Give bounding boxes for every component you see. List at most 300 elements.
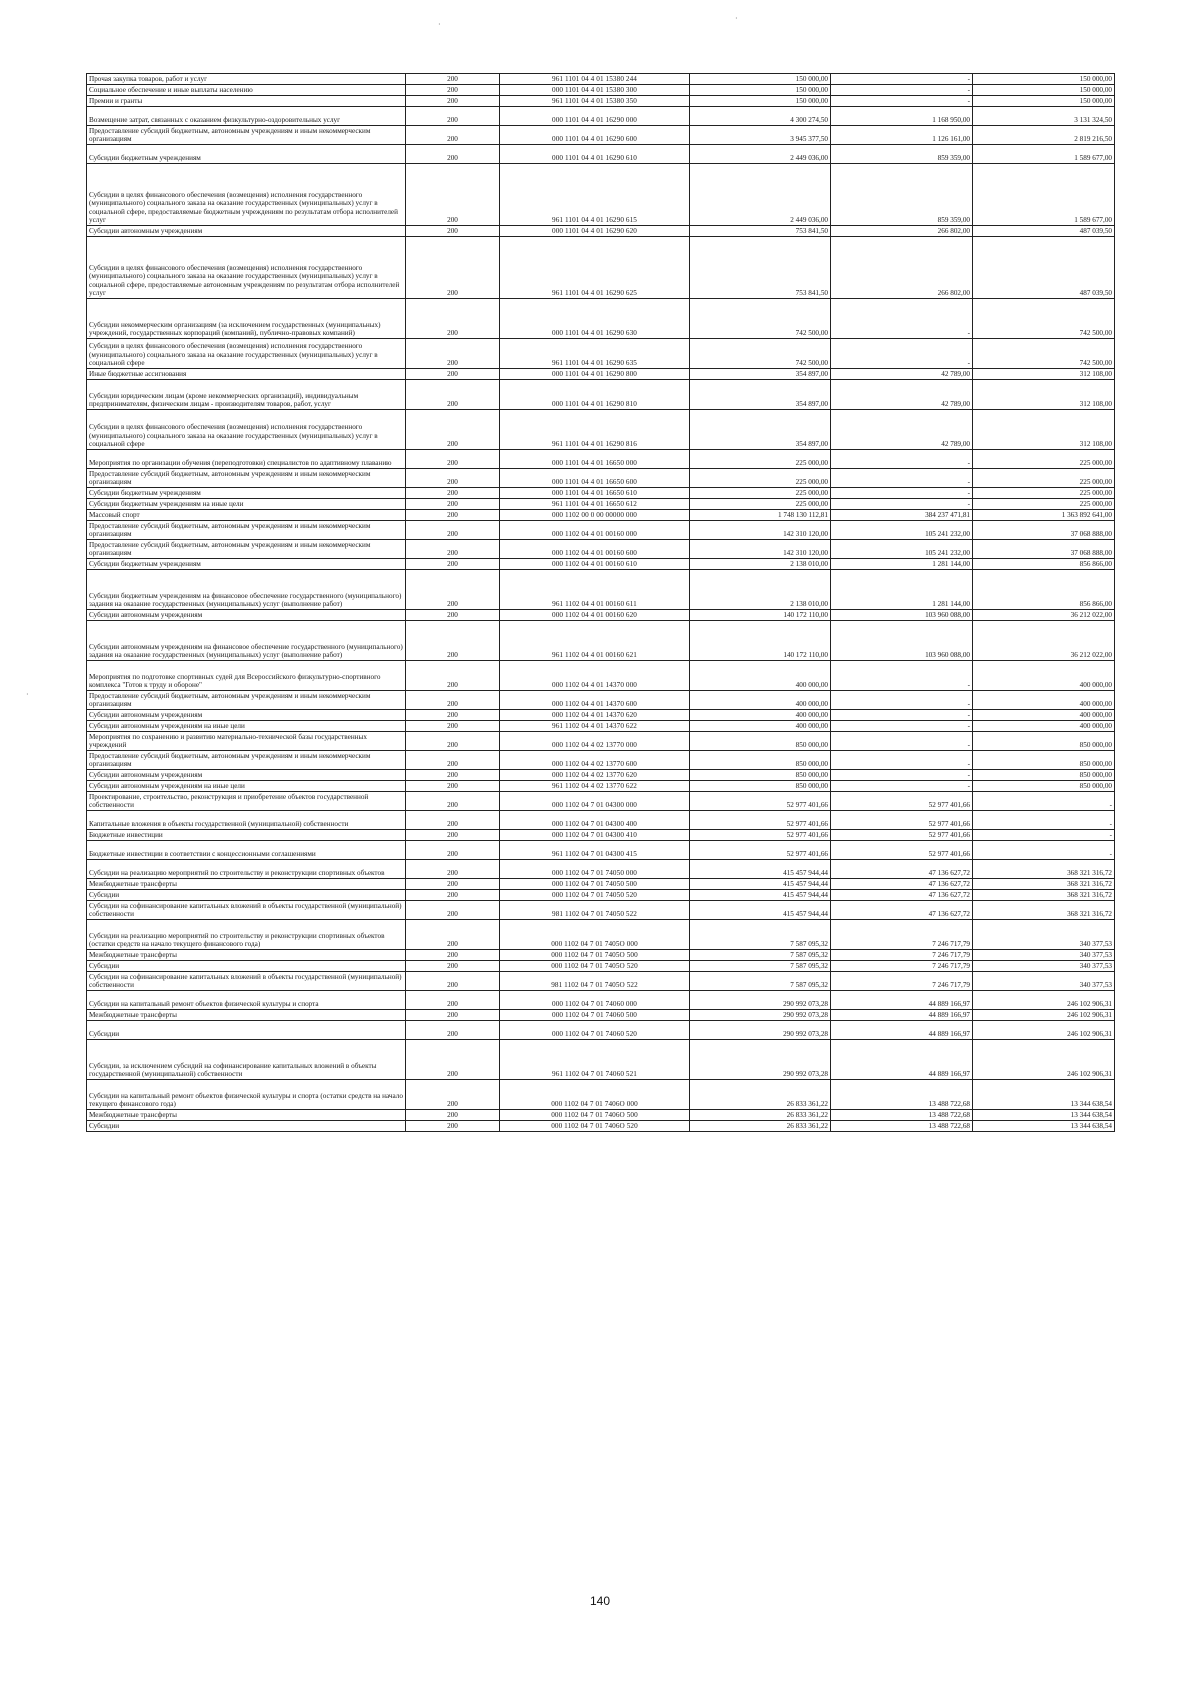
executed-amount: - bbox=[831, 770, 973, 781]
budget-classification-code: 961 1101 04 4 01 15380 244 bbox=[500, 74, 690, 85]
approved-amount: 850 000,00 bbox=[690, 732, 831, 751]
approved-amount: 753 841,50 bbox=[690, 226, 831, 237]
approved-amount: 850 000,00 bbox=[690, 781, 831, 792]
executed-amount: 42 789,00 bbox=[831, 369, 973, 380]
approved-amount: 52 977 401,66 bbox=[690, 792, 831, 811]
remaining-amount: 856 866,00 bbox=[973, 559, 1115, 570]
executed-amount: 47 136 627,72 bbox=[831, 890, 973, 901]
line-code: 200 bbox=[406, 521, 500, 540]
line-item-name: Иные бюджетные ассигнования bbox=[87, 369, 406, 380]
approved-amount: 850 000,00 bbox=[690, 751, 831, 770]
approved-amount: 26 833 361,22 bbox=[690, 1110, 831, 1121]
line-item-name: Массовый спорт bbox=[87, 510, 406, 521]
budget-classification-code: 961 1101 04 4 01 16290 625 bbox=[500, 237, 690, 299]
budget-classification-code: 000 1101 04 4 01 16650 610 bbox=[500, 488, 690, 499]
line-item-name: Социальное обеспечение и иные выплаты населению bbox=[87, 85, 406, 96]
line-code: 200 bbox=[406, 1021, 500, 1040]
table-row bbox=[87, 610, 1115, 621]
executed-amount: 42 789,00 bbox=[831, 410, 973, 450]
budget-classification-code: 000 1102 04 4 01 00160 620 bbox=[500, 610, 690, 621]
remaining-amount: 37 068 888,00 bbox=[973, 540, 1115, 559]
line-code: 200 bbox=[406, 107, 500, 126]
scan-speck: · bbox=[735, 14, 738, 23]
approved-amount: 742 500,00 bbox=[690, 339, 831, 369]
table-row bbox=[87, 96, 1115, 107]
remaining-amount: 13 344 638,54 bbox=[973, 1121, 1115, 1132]
remaining-amount: 850 000,00 bbox=[973, 732, 1115, 751]
line-item-name: Предоставление субсидий бюджетным, автономным учреждениям и иным некоммерческим организациям bbox=[87, 540, 406, 559]
table-row bbox=[87, 972, 1115, 991]
approved-amount: 290 992 073,28 bbox=[690, 1010, 831, 1021]
remaining-amount: 400 000,00 bbox=[973, 661, 1115, 691]
table-row bbox=[87, 226, 1115, 237]
executed-amount: 52 977 401,66 bbox=[831, 841, 973, 860]
table-row bbox=[87, 521, 1115, 540]
remaining-amount: 400 000,00 bbox=[973, 691, 1115, 710]
approved-amount: 2 138 010,00 bbox=[690, 559, 831, 570]
budget-classification-code: 961 1102 04 4 01 14370 622 bbox=[500, 721, 690, 732]
line-code: 200 bbox=[406, 74, 500, 85]
remaining-amount: 246 102 906,31 bbox=[973, 1021, 1115, 1040]
approved-amount: 7 587 095,32 bbox=[690, 950, 831, 961]
approved-amount: 52 977 401,66 bbox=[690, 830, 831, 841]
line-code: 200 bbox=[406, 410, 500, 450]
executed-amount: 44 889 166,97 bbox=[831, 1040, 973, 1080]
line-item-name: Субсидии bbox=[87, 961, 406, 972]
budget-classification-code: 981 1102 04 7 01 74050 522 bbox=[500, 901, 690, 920]
remaining-amount: 368 321 316,72 bbox=[973, 901, 1115, 920]
approved-amount: 2 449 036,00 bbox=[690, 145, 831, 164]
table-row bbox=[87, 510, 1115, 521]
line-code: 200 bbox=[406, 661, 500, 691]
executed-amount: 1 126 161,00 bbox=[831, 126, 973, 145]
line-code: 200 bbox=[406, 710, 500, 721]
line-item-name: Субсидии автономным учреждениям на иные цели bbox=[87, 781, 406, 792]
table-row bbox=[87, 1021, 1115, 1040]
approved-amount: 52 977 401,66 bbox=[690, 841, 831, 860]
line-item-name: Мероприятия по сохранению и развитию материально-технической базы государственных учреждений bbox=[87, 732, 406, 751]
table-row bbox=[87, 1010, 1115, 1021]
line-code: 200 bbox=[406, 792, 500, 811]
table-row bbox=[87, 339, 1115, 369]
line-item-name: Премии и гранты bbox=[87, 96, 406, 107]
line-code: 200 bbox=[406, 510, 500, 521]
line-item-name: Мероприятия по организации обучения (переподготовки) специалистов по адаптивному плаванию bbox=[87, 450, 406, 469]
approved-amount: 150 000,00 bbox=[690, 85, 831, 96]
approved-amount: 1 748 130 112,81 bbox=[690, 510, 831, 521]
remaining-amount: 225 000,00 bbox=[973, 488, 1115, 499]
line-code: 200 bbox=[406, 691, 500, 710]
table-row bbox=[87, 890, 1115, 901]
table-row bbox=[87, 901, 1115, 920]
executed-amount: 103 960 088,00 bbox=[831, 621, 973, 661]
remaining-amount: - bbox=[973, 811, 1115, 830]
remaining-amount: 246 102 906,31 bbox=[973, 1040, 1115, 1080]
table-row bbox=[87, 499, 1115, 510]
remaining-amount: 225 000,00 bbox=[973, 450, 1115, 469]
budget-classification-code: 000 1101 04 4 01 16290 610 bbox=[500, 145, 690, 164]
budget-classification-code: 000 1102 04 7 01 74060 500 bbox=[500, 1010, 690, 1021]
line-code: 200 bbox=[406, 488, 500, 499]
budget-classification-code: 000 1102 04 4 01 14370 000 bbox=[500, 661, 690, 691]
line-code: 200 bbox=[406, 1121, 500, 1132]
budget-classification-code: 000 1102 04 7 01 7405О 500 bbox=[500, 950, 690, 961]
table-row bbox=[87, 540, 1115, 559]
line-code: 200 bbox=[406, 961, 500, 972]
table-row bbox=[87, 107, 1115, 126]
remaining-amount: 850 000,00 bbox=[973, 781, 1115, 792]
line-item-name: Прочая закупка товаров, работ и услуг bbox=[87, 74, 406, 85]
line-code: 200 bbox=[406, 830, 500, 841]
approved-amount: 3 945 377,50 bbox=[690, 126, 831, 145]
executed-amount: 859 359,00 bbox=[831, 145, 973, 164]
remaining-amount: 13 344 638,54 bbox=[973, 1080, 1115, 1110]
line-code: 200 bbox=[406, 610, 500, 621]
line-item-name: Субсидии некоммерческим организациям (за исключением государственных (муниципальных) учреждений, государственных корпораций (компаний), публично-правовых компаний) bbox=[87, 299, 406, 339]
executed-amount: 105 241 232,00 bbox=[831, 521, 973, 540]
line-item-name: Субсидии автономным учреждениям bbox=[87, 226, 406, 237]
executed-amount: 44 889 166,97 bbox=[831, 991, 973, 1010]
line-item-name: Бюджетные инвестиции в соответствии с концессионными соглашениями bbox=[87, 841, 406, 860]
line-item-name: Предоставление субсидий бюджетным, автономным учреждениям и иным некоммерческим организациям bbox=[87, 751, 406, 770]
line-code: 200 bbox=[406, 841, 500, 860]
executed-amount: 44 889 166,97 bbox=[831, 1010, 973, 1021]
remaining-amount: 487 039,50 bbox=[973, 237, 1115, 299]
line-item-name: Субсидии бюджетным учреждениям на финансовое обеспечение государственного (муниципального) задания на оказание государственных (муниципальных) услуг (выполнение работ) bbox=[87, 570, 406, 610]
executed-amount: 13 488 722,68 bbox=[831, 1080, 973, 1110]
remaining-amount: 1 589 677,00 bbox=[973, 145, 1115, 164]
remaining-amount: 487 039,50 bbox=[973, 226, 1115, 237]
budget-classification-code: 961 1101 04 4 01 15380 350 bbox=[500, 96, 690, 107]
executed-amount: 13 488 722,68 bbox=[831, 1110, 973, 1121]
budget-classification-code: 000 1102 04 4 02 13770 620 bbox=[500, 770, 690, 781]
remaining-amount: 850 000,00 bbox=[973, 751, 1115, 770]
executed-amount: 103 960 088,00 bbox=[831, 610, 973, 621]
approved-amount: 225 000,00 bbox=[690, 488, 831, 499]
budget-classification-code: 000 1101 04 4 01 16290 000 bbox=[500, 107, 690, 126]
budget-classification-code: 000 1102 04 4 01 00160 610 bbox=[500, 559, 690, 570]
approved-amount: 415 457 944,44 bbox=[690, 890, 831, 901]
approved-amount: 150 000,00 bbox=[690, 74, 831, 85]
line-item-name: Субсидии bbox=[87, 1021, 406, 1040]
executed-amount: - bbox=[831, 469, 973, 488]
table-body bbox=[87, 74, 1115, 1132]
executed-amount: - bbox=[831, 85, 973, 96]
budget-classification-code: 000 1102 04 4 01 00160 000 bbox=[500, 521, 690, 540]
line-item-name: Субсидии автономным учреждениям на иные цели bbox=[87, 721, 406, 732]
line-code: 200 bbox=[406, 890, 500, 901]
remaining-amount: 742 500,00 bbox=[973, 299, 1115, 339]
remaining-amount: 400 000,00 bbox=[973, 710, 1115, 721]
line-item-name: Субсидии бюджетным учреждениям bbox=[87, 145, 406, 164]
line-code: 200 bbox=[406, 540, 500, 559]
remaining-amount: 312 108,00 bbox=[973, 369, 1115, 380]
table-row bbox=[87, 710, 1115, 721]
table-row bbox=[87, 559, 1115, 570]
line-code: 200 bbox=[406, 1010, 500, 1021]
line-item-name: Субсидии на реализацию мероприятий по строительству и реконструкции спортивных объектов (остатки средств на начало текущего финансового года) bbox=[87, 920, 406, 950]
executed-amount: 47 136 627,72 bbox=[831, 879, 973, 890]
remaining-amount: 850 000,00 bbox=[973, 770, 1115, 781]
line-code: 200 bbox=[406, 811, 500, 830]
line-code: 200 bbox=[406, 164, 500, 226]
approved-amount: 225 000,00 bbox=[690, 499, 831, 510]
approved-amount: 142 310 120,00 bbox=[690, 540, 831, 559]
executed-amount: 266 802,00 bbox=[831, 237, 973, 299]
line-item-name: Субсидии бюджетным учреждениям на иные цели bbox=[87, 499, 406, 510]
line-item-name: Капитальные вложения в объекты государственной (муниципальной) собственности bbox=[87, 811, 406, 830]
table-row bbox=[87, 164, 1115, 226]
executed-amount: 105 241 232,00 bbox=[831, 540, 973, 559]
table-row bbox=[87, 469, 1115, 488]
line-item-name: Субсидии автономным учреждениям bbox=[87, 610, 406, 621]
approved-amount: 400 000,00 bbox=[690, 710, 831, 721]
line-code: 200 bbox=[406, 751, 500, 770]
approved-amount: 354 897,00 bbox=[690, 369, 831, 380]
remaining-amount: 340 377,53 bbox=[973, 950, 1115, 961]
budget-classification-code: 000 1102 04 7 01 7405О 000 bbox=[500, 920, 690, 950]
line-code: 200 bbox=[406, 770, 500, 781]
executed-amount: 1 281 144,00 bbox=[831, 559, 973, 570]
executed-amount: 52 977 401,66 bbox=[831, 792, 973, 811]
executed-amount: 52 977 401,66 bbox=[831, 830, 973, 841]
approved-amount: 753 841,50 bbox=[690, 237, 831, 299]
budget-classification-code: 000 1102 00 0 00 00000 000 bbox=[500, 510, 690, 521]
executed-amount: 384 237 471,81 bbox=[831, 510, 973, 521]
approved-amount: 290 992 073,28 bbox=[690, 1021, 831, 1040]
line-item-name: Межбюджетные трансферты bbox=[87, 950, 406, 961]
table-row bbox=[87, 299, 1115, 339]
table-row bbox=[87, 1040, 1115, 1080]
remaining-amount: 312 108,00 bbox=[973, 410, 1115, 450]
line-item-name: Бюджетные инвестиции bbox=[87, 830, 406, 841]
executed-amount: - bbox=[831, 96, 973, 107]
budget-classification-code: 000 1101 04 4 01 16290 800 bbox=[500, 369, 690, 380]
approved-amount: 2 138 010,00 bbox=[690, 570, 831, 610]
line-code: 200 bbox=[406, 621, 500, 661]
remaining-amount: 400 000,00 bbox=[973, 721, 1115, 732]
table-row bbox=[87, 781, 1115, 792]
remaining-amount: 2 819 216,50 bbox=[973, 126, 1115, 145]
budget-classification-code: 961 1101 04 4 01 16290 615 bbox=[500, 164, 690, 226]
executed-amount: - bbox=[831, 339, 973, 369]
line-item-name: Субсидии на капитальный ремонт объектов физической культуры и спорта bbox=[87, 991, 406, 1010]
remaining-amount: 13 344 638,54 bbox=[973, 1110, 1115, 1121]
line-code: 200 bbox=[406, 96, 500, 107]
remaining-amount: 1 363 892 641,00 bbox=[973, 510, 1115, 521]
budget-classification-code: 000 1102 04 7 01 74060 000 bbox=[500, 991, 690, 1010]
line-item-name: Предоставление субсидий бюджетным, автономным учреждениям и иным некоммерческим организациям bbox=[87, 469, 406, 488]
page-number: 140 bbox=[589, 1594, 611, 1608]
remaining-amount: 150 000,00 bbox=[973, 74, 1115, 85]
approved-amount: 290 992 073,28 bbox=[690, 1040, 831, 1080]
remaining-amount: - bbox=[973, 841, 1115, 860]
line-code: 200 bbox=[406, 469, 500, 488]
table-row bbox=[87, 830, 1115, 841]
line-item-name: Субсидии в целях финансового обеспечения (возмещения) исполнения государственного (муниципального) социального заказа на оказание государственных (муниципальных) услуг в социальной сфере bbox=[87, 410, 406, 450]
table-row bbox=[87, 488, 1115, 499]
line-code: 200 bbox=[406, 145, 500, 164]
table-row bbox=[87, 410, 1115, 450]
executed-amount: - bbox=[831, 691, 973, 710]
approved-amount: 225 000,00 bbox=[690, 469, 831, 488]
line-item-name: Субсидии в целях финансового обеспечения (возмещения) исполнения государственного (муниципального) социального заказа на оказание государственных (муниципальных) услуг в социальной сфере, предоставляемые бюджетным учреждениям по результатам отбора исполнителей услуг bbox=[87, 164, 406, 226]
budget-classification-code: 000 1102 04 7 01 74050 500 bbox=[500, 879, 690, 890]
line-item-name: Субсидии бюджетным учреждениям bbox=[87, 559, 406, 570]
table-row bbox=[87, 920, 1115, 950]
table-row bbox=[87, 1121, 1115, 1132]
budget-classification-code: 000 1102 04 7 01 7406О 500 bbox=[500, 1110, 690, 1121]
remaining-amount: 225 000,00 bbox=[973, 499, 1115, 510]
table-row bbox=[87, 721, 1115, 732]
budget-classification-code: 000 1102 04 7 01 74060 520 bbox=[500, 1021, 690, 1040]
line-item-name: Межбюджетные трансферты bbox=[87, 1110, 406, 1121]
table-row bbox=[87, 1110, 1115, 1121]
executed-amount: 42 789,00 bbox=[831, 380, 973, 410]
budget-classification-code: 000 1102 04 7 01 7406О 000 bbox=[500, 1080, 690, 1110]
line-item-name: Межбюджетные трансферты bbox=[87, 1010, 406, 1021]
budget-classification-code: 961 1102 04 7 01 04300 415 bbox=[500, 841, 690, 860]
budget-classification-code: 961 1102 04 4 01 00160 611 bbox=[500, 570, 690, 610]
line-code: 200 bbox=[406, 860, 500, 879]
executed-amount: 1 281 144,00 bbox=[831, 570, 973, 610]
approved-amount: 354 897,00 bbox=[690, 410, 831, 450]
table-row bbox=[87, 811, 1115, 830]
executed-amount: 7 246 717,79 bbox=[831, 961, 973, 972]
remaining-amount: 312 108,00 bbox=[973, 380, 1115, 410]
table-row bbox=[87, 237, 1115, 299]
executed-amount: 47 136 627,72 bbox=[831, 860, 973, 879]
budget-classification-code: 000 1102 04 4 02 13770 600 bbox=[500, 751, 690, 770]
budget-classification-code: 000 1102 04 7 01 04300 400 bbox=[500, 811, 690, 830]
approved-amount: 7 587 095,32 bbox=[690, 961, 831, 972]
budget-classification-code: 000 1102 04 4 01 14370 600 bbox=[500, 691, 690, 710]
line-code: 200 bbox=[406, 879, 500, 890]
executed-amount: 7 246 717,79 bbox=[831, 972, 973, 991]
executed-amount: - bbox=[831, 450, 973, 469]
approved-amount: 140 172 110,00 bbox=[690, 621, 831, 661]
budget-execution-table bbox=[86, 73, 1115, 1132]
table-row bbox=[87, 621, 1115, 661]
executed-amount: - bbox=[831, 732, 973, 751]
line-item-name: Субсидии в целях финансового обеспечения (возмещения) исполнения государственного (муниципального) социального заказа на оказание государственных (муниципальных) услуг в социальной сфере, предоставляемые автономным учреждениям по результатам отбора исполнителей услуг bbox=[87, 237, 406, 299]
line-item-name: Субсидии бюджетным учреждениям bbox=[87, 488, 406, 499]
budget-classification-code: 961 1102 04 7 01 74060 521 bbox=[500, 1040, 690, 1080]
remaining-amount: 340 377,53 bbox=[973, 972, 1115, 991]
approved-amount: 354 897,00 bbox=[690, 380, 831, 410]
budget-classification-code: 000 1101 04 4 01 16290 600 bbox=[500, 126, 690, 145]
table-row bbox=[87, 732, 1115, 751]
table-row bbox=[87, 145, 1115, 164]
approved-amount: 140 172 110,00 bbox=[690, 610, 831, 621]
remaining-amount: 1 589 677,00 bbox=[973, 164, 1115, 226]
line-item-name: Возмещение затрат, связанных с оказанием физкультурно-оздоровительных услуг bbox=[87, 107, 406, 126]
remaining-amount: 36 212 022,00 bbox=[973, 621, 1115, 661]
remaining-amount: - bbox=[973, 792, 1115, 811]
executed-amount: - bbox=[831, 74, 973, 85]
table-row bbox=[87, 450, 1115, 469]
table-row bbox=[87, 126, 1115, 145]
executed-amount: 7 246 717,79 bbox=[831, 950, 973, 961]
budget-classification-code: 961 1101 04 4 01 16290 816 bbox=[500, 410, 690, 450]
remaining-amount: 742 500,00 bbox=[973, 339, 1115, 369]
budget-classification-code: 000 1102 04 7 01 7406О 520 bbox=[500, 1121, 690, 1132]
table-row bbox=[87, 85, 1115, 96]
budget-classification-code: 000 1101 04 4 01 16290 810 bbox=[500, 380, 690, 410]
budget-classification-code: 000 1102 04 4 02 13770 000 bbox=[500, 732, 690, 751]
remaining-amount: 36 212 022,00 bbox=[973, 610, 1115, 621]
budget-classification-code: 000 1102 04 7 01 74050 000 bbox=[500, 860, 690, 879]
approved-amount: 400 000,00 bbox=[690, 661, 831, 691]
budget-classification-code: 000 1101 04 4 01 16650 600 bbox=[500, 469, 690, 488]
line-code: 200 bbox=[406, 901, 500, 920]
executed-amount: 859 359,00 bbox=[831, 164, 973, 226]
line-code: 200 bbox=[406, 559, 500, 570]
table-row bbox=[87, 369, 1115, 380]
table-row bbox=[87, 691, 1115, 710]
approved-amount: 150 000,00 bbox=[690, 96, 831, 107]
line-code: 200 bbox=[406, 339, 500, 369]
approved-amount: 415 457 944,44 bbox=[690, 879, 831, 890]
budget-classification-code: 000 1102 04 7 01 74050 520 bbox=[500, 890, 690, 901]
approved-amount: 850 000,00 bbox=[690, 770, 831, 781]
approved-amount: 415 457 944,44 bbox=[690, 901, 831, 920]
line-item-name: Субсидии, за исключением субсидий на софинансирование капитальных вложений в объекты государственной (муниципальной) собственности bbox=[87, 1040, 406, 1080]
executed-amount: 266 802,00 bbox=[831, 226, 973, 237]
line-code: 200 bbox=[406, 950, 500, 961]
budget-classification-code: 000 1101 04 4 01 16290 630 bbox=[500, 299, 690, 339]
line-item-name: Субсидии на реализацию мероприятий по строительству и реконструкции спортивных объектов bbox=[87, 860, 406, 879]
approved-amount: 415 457 944,44 bbox=[690, 860, 831, 879]
remaining-amount: 150 000,00 bbox=[973, 96, 1115, 107]
line-code: 200 bbox=[406, 369, 500, 380]
executed-amount: 44 889 166,97 bbox=[831, 1021, 973, 1040]
remaining-amount: 340 377,53 bbox=[973, 920, 1115, 950]
line-code: 200 bbox=[406, 920, 500, 950]
line-code: 200 bbox=[406, 781, 500, 792]
executed-amount: - bbox=[831, 751, 973, 770]
approved-amount: 26 833 361,22 bbox=[690, 1121, 831, 1132]
scan-speck: · bbox=[26, 690, 29, 699]
executed-amount: 1 168 950,00 bbox=[831, 107, 973, 126]
line-code: 200 bbox=[406, 972, 500, 991]
remaining-amount: 368 321 316,72 bbox=[973, 890, 1115, 901]
budget-classification-code: 000 1102 04 7 01 04300 410 bbox=[500, 830, 690, 841]
line-code: 200 bbox=[406, 126, 500, 145]
approved-amount: 400 000,00 bbox=[690, 721, 831, 732]
budget-classification-code: 000 1102 04 4 01 14370 620 bbox=[500, 710, 690, 721]
executed-amount: - bbox=[831, 781, 973, 792]
line-item-name: Субсидии на софинансирование капитальных вложений в объекты государственной (муниципальной) собственности bbox=[87, 901, 406, 920]
line-code: 200 bbox=[406, 991, 500, 1010]
remaining-amount: 246 102 906,31 bbox=[973, 991, 1115, 1010]
table-row bbox=[87, 860, 1115, 879]
line-item-name: Субсидии bbox=[87, 1121, 406, 1132]
approved-amount: 26 833 361,22 bbox=[690, 1080, 831, 1110]
line-code: 200 bbox=[406, 570, 500, 610]
executed-amount: - bbox=[831, 499, 973, 510]
line-item-name: Субсидии на капитальный ремонт объектов физической культуры и спорта (остатки средств на начало текущего финансового года) bbox=[87, 1080, 406, 1110]
line-item-name: Субсидии автономным учреждениям на финансовое обеспечение государственного (муниципального) задания на оказание государственных (муниципальных) услуг (выполнение работ) bbox=[87, 621, 406, 661]
scan-speck: · bbox=[438, 20, 441, 29]
table-row bbox=[87, 661, 1115, 691]
executed-amount: 52 977 401,66 bbox=[831, 811, 973, 830]
table-row bbox=[87, 380, 1115, 410]
budget-classification-code: 961 1102 04 4 01 00160 621 bbox=[500, 621, 690, 661]
approved-amount: 225 000,00 bbox=[690, 450, 831, 469]
budget-classification-code: 000 1102 04 7 01 04300 000 bbox=[500, 792, 690, 811]
remaining-amount: 856 866,00 bbox=[973, 570, 1115, 610]
